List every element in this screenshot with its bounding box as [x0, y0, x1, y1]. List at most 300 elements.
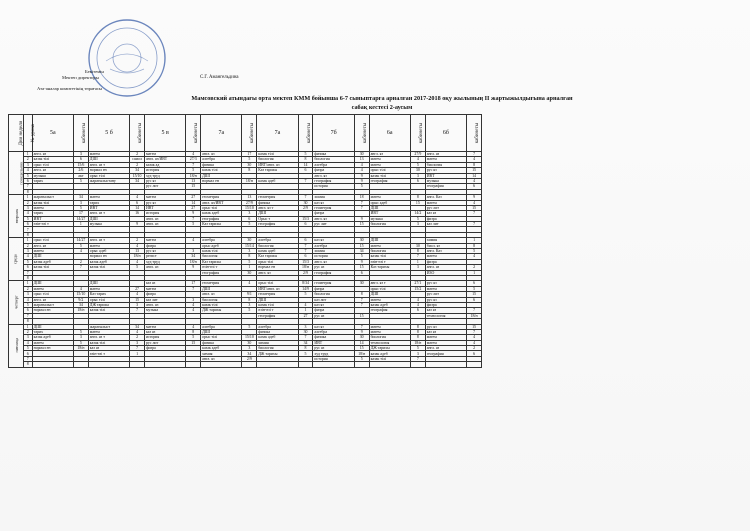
- room-cell: 17: [74, 211, 89, 216]
- room-cell: 5: [354, 356, 369, 361]
- room-cell: 9: [354, 178, 369, 183]
- room-cell: 9/1: [242, 292, 257, 297]
- room-cell: 2/9: [298, 205, 313, 210]
- room-cell: 30: [354, 152, 369, 157]
- room-cell: [298, 362, 313, 367]
- lesson-number: 8: [23, 232, 32, 237]
- subject-cell: [144, 362, 185, 367]
- room-cell: 3: [410, 351, 425, 356]
- room-cell: 15: [410, 200, 425, 205]
- subject-cell: нормал ен: [32, 308, 73, 313]
- subject-cell: англ. яз т: [88, 335, 129, 340]
- subject-cell: геометрия: [201, 281, 242, 286]
- subject-cell: ДЖ тарихы: [201, 308, 242, 313]
- subject-cell: [88, 362, 129, 367]
- lesson-number: 3: [23, 292, 32, 297]
- subject-cell: химия: [201, 351, 242, 356]
- room-cell: 4: [410, 302, 425, 307]
- subject-cell: Каз тарихы: [257, 168, 298, 173]
- room-cell: 9/2: [74, 297, 89, 302]
- class-column-header: 5 в: [144, 115, 185, 152]
- subject-cell: физика: [313, 152, 354, 157]
- room-cell: 2/9: [298, 270, 313, 275]
- lesson-number: 1: [23, 324, 32, 329]
- room-cell: 27/9: [242, 200, 257, 205]
- room-cell: 7: [467, 222, 482, 227]
- room-cell: 5: [242, 157, 257, 162]
- room-cell: 4: [242, 281, 257, 286]
- subject-cell: жаратылыстану: [88, 178, 129, 183]
- lesson-number: 3: [23, 162, 32, 167]
- room-cell: 4: [354, 168, 369, 173]
- subject-cell: ИВТ: [88, 205, 129, 210]
- room-cell: 30: [354, 238, 369, 243]
- subject-cell: рус лит: [425, 292, 466, 297]
- lesson-number: 5: [23, 216, 32, 221]
- subject-cell: Орыс т: [257, 216, 298, 221]
- room-cell: 2: [467, 265, 482, 270]
- room-cell: 5: [298, 292, 313, 297]
- room-cell: 15/3: [298, 259, 313, 264]
- room-cell: 4: [467, 335, 482, 340]
- room-cell: 14/2: [410, 211, 425, 216]
- subject-cell: география: [257, 313, 298, 318]
- subject-cell: матем: [88, 286, 129, 291]
- subject-cell: англ. Каз: [425, 195, 466, 200]
- subject-cell: өзін-өзі т: [369, 259, 410, 264]
- day-label: пятница: [9, 324, 24, 367]
- subject-cell: матем: [88, 195, 129, 200]
- room-cell: 18/н: [467, 313, 482, 318]
- subject-cell: технология: [369, 340, 410, 345]
- room-cell: 18/н: [130, 254, 145, 259]
- room-cell: 6: [354, 270, 369, 275]
- subject-cell: казак тілі: [32, 157, 73, 162]
- subject-cell: англ. яз т: [369, 281, 410, 286]
- lesson-number: 1: [23, 281, 32, 286]
- subject-cell: ИЗО: [425, 270, 466, 275]
- room-cell: 4: [130, 329, 145, 334]
- subject-cell: англ. яз: [369, 152, 410, 157]
- room-cell: 15: [354, 243, 369, 248]
- subject-cell: англ. яз: [313, 259, 354, 264]
- room-cell: 3: [186, 297, 201, 302]
- table-row: [9, 362, 482, 367]
- class-column-header: 5а: [32, 115, 73, 152]
- room-cell: 5: [74, 340, 89, 345]
- subject-cell: худ труд: [313, 351, 354, 356]
- room-cell: 18/н: [74, 346, 89, 351]
- subject-cell: география: [369, 308, 410, 313]
- lesson-number: 4: [23, 211, 32, 216]
- room-cell: 9: [354, 259, 369, 264]
- room-cell: 6: [410, 308, 425, 313]
- director-name: С.Г. Амангельдина: [200, 75, 239, 80]
- room-cell: 15/3: [298, 216, 313, 221]
- lesson-number: 2: [23, 329, 32, 334]
- subject-cell: англ. яз: [144, 302, 185, 307]
- room-cell: 4: [130, 195, 145, 200]
- room-cell: 7: [410, 254, 425, 259]
- subject-cell: каз яз: [313, 238, 354, 243]
- room-cell: 15/2: [410, 286, 425, 291]
- room-column-header: кабинеты: [410, 115, 425, 152]
- room-cell: 4: [186, 302, 201, 307]
- subject-cell: англ. яз: [425, 346, 466, 351]
- subject-cell: история: [313, 254, 354, 259]
- room-column-header: кабинеты: [130, 115, 145, 152]
- room-cell: 2: [130, 162, 145, 167]
- room-cell: 4: [186, 152, 201, 157]
- subject-cell: биол. яз: [425, 243, 466, 248]
- room-cell: 30: [242, 270, 257, 275]
- room-cell: 5: [298, 351, 313, 356]
- room-cell: 15/10: [242, 205, 257, 210]
- subject-cell: өзін-өзі т: [88, 351, 129, 356]
- room-cell: [130, 362, 145, 367]
- room-cell: 6: [467, 297, 482, 302]
- day-label: понедельник: [9, 152, 24, 195]
- subject-cell: матем: [144, 238, 185, 243]
- subject-cell: англ. яз: [313, 216, 354, 221]
- subject-cell: англ. Каз: [425, 249, 466, 254]
- subject-cell: физика: [257, 200, 298, 205]
- subject-cell: жаратылыст: [32, 302, 73, 307]
- subject-cell: казак тілі: [88, 265, 129, 270]
- subject-cell: казак адеб: [257, 249, 298, 254]
- room-cell: 27/9: [410, 152, 425, 157]
- room-cell: 1: [74, 222, 89, 227]
- room-cell: 14: [186, 200, 201, 205]
- room-cell: 2: [130, 335, 145, 340]
- subject-cell: орыс тілі: [32, 162, 73, 167]
- room-cell: 18/н: [186, 173, 201, 178]
- subject-cell: [425, 362, 466, 367]
- room-cell: 8: [354, 292, 369, 297]
- subject-cell: англ. яз: [144, 216, 185, 221]
- room-cell: 34: [130, 178, 145, 183]
- room-cell: 27: [186, 205, 201, 210]
- room-cell: 5: [74, 205, 89, 210]
- room-cell: 3: [242, 346, 257, 351]
- subject-cell: музыка: [369, 216, 410, 221]
- subject-cell: орыс адеб: [88, 249, 129, 254]
- room-column-header: кабинеты: [186, 115, 201, 152]
- subject-cell: каз яз: [313, 200, 354, 205]
- room-cell: 8: [410, 324, 425, 329]
- subject-cell: рус яз: [425, 281, 466, 286]
- subject-cell: химия: [425, 238, 466, 243]
- room-cell: 6: [298, 254, 313, 259]
- subject-cell: матем: [425, 286, 466, 291]
- room-cell: 14: [467, 173, 482, 178]
- room-cell: 27/1: [410, 281, 425, 286]
- subject-cell: матем: [425, 254, 466, 259]
- room-cell: 17: [242, 152, 257, 157]
- room-cell: 9: [354, 329, 369, 334]
- room-cell: 8: [467, 162, 482, 167]
- subject-cell: география: [425, 184, 466, 189]
- room-cell: 15: [130, 297, 145, 302]
- subject-cell: матем: [88, 152, 129, 157]
- room-cell: 4: [74, 249, 89, 254]
- room-cell: 18/н: [74, 308, 89, 313]
- room-cell: 13: [186, 178, 201, 183]
- lesson-number: 1: [23, 238, 32, 243]
- subject-cell: биология: [257, 157, 298, 162]
- subject-cell: ДШІ: [32, 281, 73, 286]
- subject-cell: матем: [369, 243, 410, 248]
- lesson-number: 4: [23, 168, 32, 173]
- room-cell: 7: [298, 178, 313, 183]
- subject-cell: каз яз: [425, 308, 466, 313]
- subject-cell: матем: [32, 205, 73, 210]
- room-cell: 15: [354, 346, 369, 351]
- room-cell: 7: [186, 162, 201, 167]
- room-cell: 15: [467, 324, 482, 329]
- room-cell: 1: [410, 259, 425, 264]
- room-cell: 7: [298, 335, 313, 340]
- approval-label: Бекітемін: [85, 69, 104, 74]
- subject-cell: казак тілі: [201, 249, 242, 254]
- subject-cell: жаратылыст: [32, 195, 73, 200]
- subject-cell: музыка: [88, 222, 129, 227]
- subject-cell: ДШІ: [369, 292, 410, 297]
- subject-cell: нормал ен: [201, 178, 242, 183]
- class-column-header: 5 б: [88, 115, 129, 152]
- room-cell: 30: [410, 168, 425, 173]
- subject-cell: рус лит: [313, 222, 354, 227]
- subject-cell: геометрия: [201, 195, 242, 200]
- subject-cell: англ. яз: [201, 356, 242, 361]
- lesson-number: 1: [23, 152, 32, 157]
- subject-cell: англ. яз: [32, 168, 73, 173]
- subject-cell: ДШІ: [88, 216, 129, 221]
- subject-cell: география: [257, 222, 298, 227]
- subject-cell: казак тілі: [257, 302, 298, 307]
- room-cell: 5: [242, 324, 257, 329]
- room-cell: 15: [354, 265, 369, 270]
- subject-cell: худ труд: [144, 173, 185, 178]
- subject-cell: рус яз: [313, 265, 354, 270]
- subject-cell: матем: [144, 324, 185, 329]
- subject-cell: матем: [425, 157, 466, 162]
- room-cell: 4: [410, 297, 425, 302]
- room-cell: 4: [186, 238, 201, 243]
- room-cell: 2: [467, 346, 482, 351]
- room-cell: 14/27: [74, 216, 89, 221]
- lesson-number: 7: [23, 184, 32, 189]
- subject-cell: [257, 362, 298, 367]
- document-subtitle: сабақ кестесі 2-аусым: [351, 104, 413, 111]
- subject-cell: казак адеб: [369, 351, 410, 356]
- subject-cell: англ. яз: [425, 152, 466, 157]
- subject-cell: англ. яз/ИВТ: [144, 157, 185, 162]
- room-cell: 7: [186, 216, 201, 221]
- subject-cell: орыс тілі: [88, 297, 129, 302]
- room-cell: 7: [130, 346, 145, 351]
- subject-cell: казак тілі: [257, 152, 298, 157]
- subject-cell: англ. яз т: [257, 205, 298, 210]
- subject-cell: матем: [369, 162, 410, 167]
- room-cell: 4: [74, 286, 89, 291]
- room-cell: 2/9: [242, 356, 257, 361]
- room-cell: 8: [410, 249, 425, 254]
- subject-cell: биология: [369, 222, 410, 227]
- subject-cell: биология: [257, 243, 298, 248]
- room-cell: 7: [467, 329, 482, 334]
- room-cell: 2: [130, 238, 145, 243]
- room-cell: 3: [298, 324, 313, 329]
- room-cell: [410, 362, 425, 367]
- subject-cell: казак тілі: [32, 265, 73, 270]
- subject-cell: биология: [313, 292, 354, 297]
- room-cell: 13: [130, 249, 145, 254]
- subject-cell: ДЖ тарихы: [88, 302, 129, 307]
- subject-cell: биология: [201, 297, 242, 302]
- subject-cell: орыс тілі: [257, 281, 298, 286]
- subject-cell: физра: [425, 216, 466, 221]
- subject-cell: орыс тілі: [32, 292, 73, 297]
- class-column-header: 6б: [425, 115, 466, 152]
- subject-cell: ДШІ: [201, 329, 242, 334]
- subject-cell: каз лит: [144, 297, 185, 302]
- subject-cell: казак ад: [144, 162, 185, 167]
- subject-cell: нормал ен: [32, 346, 73, 351]
- subject-cell: физика: [201, 162, 242, 167]
- room-cell: 3: [130, 340, 145, 345]
- subject-cell: алгебра: [313, 329, 354, 334]
- subject-cell: алгебра: [201, 324, 242, 329]
- room-cell: [186, 362, 201, 367]
- subject-cell: орыс тілі: [369, 168, 410, 173]
- subject-cell: география: [313, 178, 354, 183]
- room-cell: 15/14: [242, 243, 257, 248]
- lesson-number: 8: [23, 189, 32, 194]
- room-cell: 30: [298, 200, 313, 205]
- subject-cell: физра: [313, 286, 354, 291]
- subject-cell: орыс адеб: [201, 243, 242, 248]
- subject-cell: матем: [369, 329, 410, 334]
- subject-cell: ДШІ: [32, 324, 73, 329]
- lesson-number: 8: [23, 319, 32, 324]
- room-cell: 30: [242, 238, 257, 243]
- subject-cell: матем: [32, 286, 73, 291]
- subject-cell: худ труд: [144, 259, 185, 264]
- room-cell: 7: [354, 302, 369, 307]
- room-cell: 4: [467, 157, 482, 162]
- subject-cell: алгебра: [313, 162, 354, 167]
- subject-cell: физра: [144, 346, 185, 351]
- room-cell: 5: [186, 222, 201, 227]
- room-column-header: кабинеты: [298, 115, 313, 152]
- room-cell: 5: [130, 265, 145, 270]
- subject-cell: ИВТ/англ. яз: [257, 162, 298, 167]
- document-title: Мамсовский атындағы орта мектеп КММ бойынша 6-7 сыныптарға арналған 2017-2018 оқу жылының II жартыжылдығына арналған: [191, 95, 573, 102]
- room-cell: 5: [354, 184, 369, 189]
- room-cell: 6: [467, 351, 482, 356]
- room-cell: 8/34: [298, 281, 313, 286]
- subject-cell: алгебра: [201, 238, 242, 243]
- room-cell: 7: [354, 200, 369, 205]
- subject-cell: каз яз: [425, 211, 466, 216]
- room-column-header: кабинеты: [354, 115, 369, 152]
- subject-cell: ДШІ: [88, 281, 129, 286]
- room-cell: 4: [298, 302, 313, 307]
- room-cell: 5: [298, 152, 313, 157]
- subject-cell: матем: [425, 200, 466, 205]
- subject-cell: ДШІ: [257, 297, 298, 302]
- committee-position: Ата-аналар комитетінің төрағасы: [37, 86, 103, 91]
- room-cell: 16: [130, 211, 145, 216]
- subject-cell: ДШІ: [369, 238, 410, 243]
- subject-cell: тарих: [32, 178, 73, 183]
- subject-cell: орыс адеб: [369, 200, 410, 205]
- room-cell: 3: [74, 200, 89, 205]
- subject-cell: англ. яз: [201, 292, 242, 297]
- lesson-number: 3: [23, 205, 32, 210]
- room-cell: 1: [130, 351, 145, 356]
- room-cell: 7: [467, 152, 482, 157]
- subject-cell: ДШІ: [201, 173, 242, 178]
- room-column-header: кабинеты: [74, 115, 89, 152]
- room-cell: 1: [298, 308, 313, 313]
- room-cell: 5: [186, 168, 201, 173]
- subject-cell: матем: [369, 324, 410, 329]
- subject-cell: казак тілі: [369, 173, 410, 178]
- subject-cell: география: [313, 270, 354, 275]
- subject-cell: казак адеб: [201, 211, 242, 216]
- room-cell: 5: [410, 346, 425, 351]
- room-cell: 15: [467, 292, 482, 297]
- subject-cell: история: [144, 335, 185, 340]
- subject-cell: география: [425, 351, 466, 356]
- room-cell: 6: [467, 184, 482, 189]
- room-cell: 7: [186, 286, 201, 291]
- room-cell: 6: [298, 222, 313, 227]
- subject-cell: [32, 362, 73, 367]
- room-cell: 5: [74, 178, 89, 183]
- subject-cell: нормал ен: [88, 168, 129, 173]
- room-cell: 30: [242, 340, 257, 345]
- subject-cell: ДШІ: [201, 286, 242, 291]
- subject-cell: рус яз: [425, 324, 466, 329]
- room-cell: 8: [242, 168, 257, 173]
- class-column-header: 7а: [201, 115, 242, 152]
- room-cell: 18/н: [354, 351, 369, 356]
- room-cell: 9: [130, 222, 145, 227]
- subject-cell: орыс тілі: [201, 335, 242, 340]
- subject-cell: биология: [425, 162, 466, 167]
- subject-cell: история: [313, 356, 354, 361]
- subject-cell: ДШІ: [369, 205, 410, 210]
- subject-cell: каз лит: [313, 297, 354, 302]
- room-cell: 7: [410, 356, 425, 361]
- subject-cell: орыс тілі: [257, 259, 298, 264]
- subject-cell: каз яз: [313, 302, 354, 307]
- subject-cell: рус лит: [144, 340, 185, 345]
- subject-cell: Каз тарихы: [257, 254, 298, 259]
- subject-cell: англ. яз: [32, 152, 73, 157]
- room-cell: 2: [74, 259, 89, 264]
- subject-cell: казак адеб: [32, 335, 73, 340]
- lesson-number: 6: [23, 178, 32, 183]
- lesson-number: 4: [23, 254, 32, 259]
- subject-cell: музыка: [425, 178, 466, 183]
- lesson-number: 5: [23, 173, 32, 178]
- subject-cell: англ. яз: [201, 152, 242, 157]
- room-cell: 9: [186, 211, 201, 216]
